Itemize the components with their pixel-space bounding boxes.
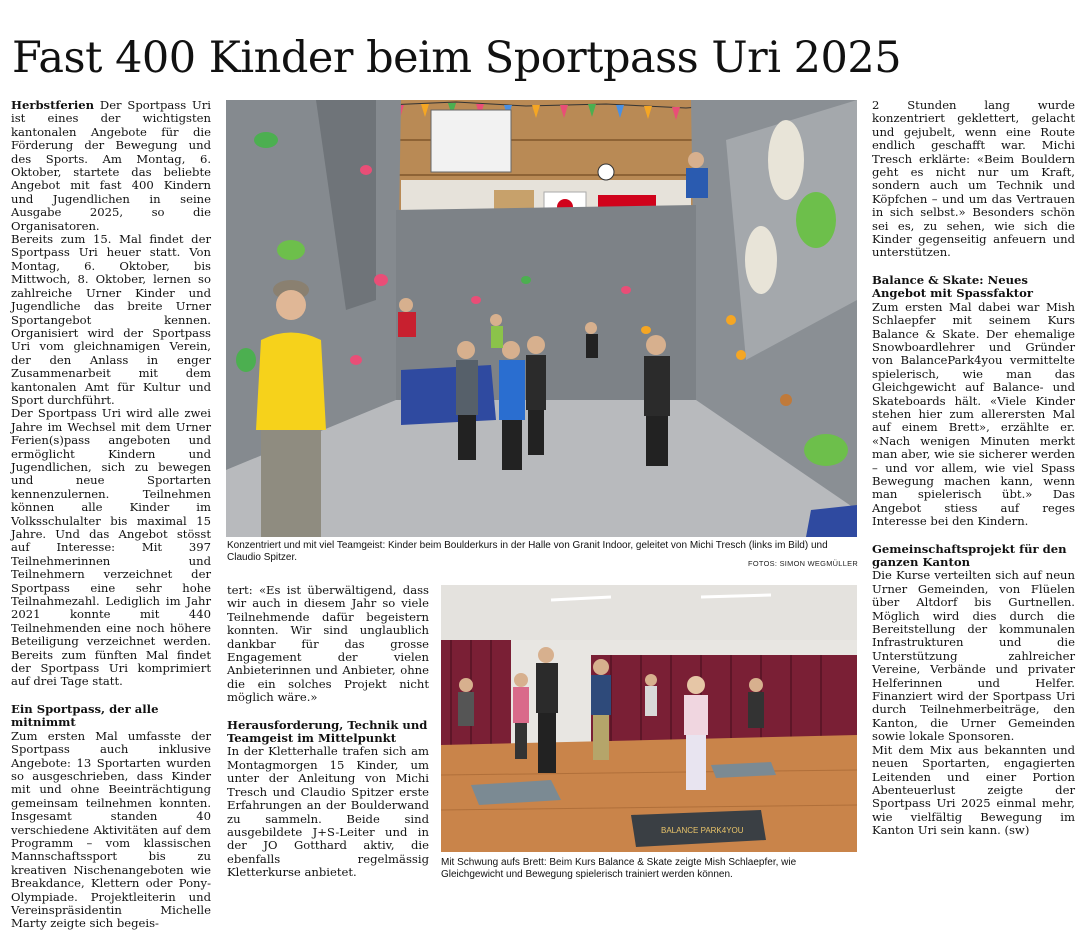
headline: Fast 400 Kinder beim Sportpass Uri 2025 [12,33,902,83]
photo2-caption: Mit Schwung aufs Brett: Beim Kurs Balance & Skate zeigte Mish Schlaepfer, wie Gleichgewicht und Bewegung spielerisch trainiert werden können. [441,857,797,881]
photo-credit: FOTOS: SIMON WEGMÜLLER [748,559,858,568]
subheading: Balance & Skate: Neues Angebot mit Spassfaktor [872,272,1033,301]
mat-label: BALANCE PARK4YOU [661,826,744,835]
paragraph: Der Sportpass Uri wird alle zwei Jahre im Wechsel mit dem Urner Ferien(s)pass angeboten und ermöglicht Kindern und Jugendlichen, sich zu bewegen und neue Sportarten kennenzulernen. Teilnehmen können alle Kinder im Volksschulalter bis maximal 15 Jahre. Und das Angebot stösst auf Interesse: Mit 397 Teilnehmerinnen und Teilnehmern verzeichnet der Sportpass eine sehr hohe Teilnahmezahl. Lediglich im Jahr 2021 konnte mit 440 Teilnehmenden eine noch höhere Beteiligung verzeichnet werden. Bereits zum fünften Mal findet der Sportpass Uri komprimiert auf drei Tage statt. [11,406,211,689]
subheading: Ein Sportpass, der alle mitnimmt [11,701,159,730]
paragraph: Die Kurse verteilten sich auf neun Urner Gemeinden, von Flüelen über Altdorf bis Gurtnellen. Möglich wird dies durch die Bereitstellung der kommunalen Infrastrukturen und die Unterstützung zahlreicher Vereine, Verbände und privater Helferinnen und Helfer. Finanziert wird der Sportpass Uri durch Teilnehmerbeiträge, den Kanton, die Urner Gemeinden sowie lokale Sponsoren. [872,568,1075,744]
photo1-caption: Konzentriert und mit viel Teamgeist: Kinder beim Boulderkurs in der Halle von Granit Indoor, geleitet von Michi Tresch (links im Bild) und Claudio Spitzer. [227,540,828,564]
subheading: Gemeinschaftsprojekt für den ganzen Kanton [872,541,1067,569]
paragraph: Zum ersten Mal dabei war Mish Schlaepfer mit seinem Kurs Balance & Skate. Der ehemalige Snowboardlehrer und Gründer von BalancePark4you vermittelte spielerisch, wie man das Gleichgewicht auf Balance- und Skateboards hält. «Viele Kinder stehen hier zum allerersten Mal auf einem Brett», erzählte er. «Nach wenigen Minuten merkt man aber, wie sie sicherer werden – und vor allem, wie viel Spass Bewegung machen kann, wenn man spielerisch übt.» Das Angebot stiess auf reges Interesse bei den Kindern. [872,299,1075,529]
photo-bouldering-hall [226,100,857,537]
paragraph: 2 Stunden lang wurde konzentriert geklettert, gelacht und gejubelt, wenn eine Route endlich geschafft war. Michi Tresch erklärte: «Beim Bouldern geht es nicht nur um Kraft, sondern auch um Technik und Köpfchen – und um das Vertrauen in sich selbst.» Besonders schön sei es, zu sehen, wie sich die Kinder gegenseitig anfeuern und unterstützen. [872,98,1075,260]
paragraph: tert: «Es ist überwältigend, dass wir auch in diesem Jahr so viele Teilnehmende dafür begeistern konnten. Wir sind unglaublich dankbar für das grosse Engagement der vielen Anbieterinnen und Anbieter, ohne die ein solches Projekt nicht möglich wäre.» [227,583,429,705]
paragraph: Bereits zum 15. Mal findet der Sportpass Uri heuer statt. Von Montag, 6. Oktober, bis Mittwoch, 8. Oktober, lernen so zahlreiche Urner Kinder und Jugendliche das breite Urner Sportangebot kennen. Organisiert wird der Sportpass Uri vom gleichnamigen Verein, der den Anlass in enger Zusammenarbeit mit dem kantonalen Amt für Kultur und Sport durchführt. [11,232,211,407]
subheading: Herausforderung, Technik und Teamgeist im Mittelpunkt [227,717,428,746]
paragraph: Zum ersten Mal umfasste der Sportpass auch inklusive Angebote: 13 Sportarten wurden so ausgeschrieben, dass Kinder mit und ohne Beeinträchtigung gemeinsam teilnehmen konnten. Insgesamt standen 40 verschiedene Aktivitäten auf dem Programm – vom klassischen Mannschaftssport bis zu kreativen Nischenangeboten wie Breakdance, Klettern oder Pony-Olympiade. Projektleiterin und Vereinspräsidentin Michelle Marty zeigte sich begeis- [11,728,211,931]
column-4 [872,99,1075,838]
column-2 [227,584,429,880]
photo-balance-skate [441,585,857,852]
column-1 [11,99,211,931]
intro-paragraph: Herbstferien Der Sportpass Uri ist eines der wichtigsten kantonalen Angebote für die Förderung der Bewegung und des Sports. Am Montag, 6. Oktober, startete das beliebte Angebot mit fast 400 Kindern und Jugendlichen in seine Ausgabe 2025, so die Organisatoren. [11,98,211,233]
paragraph: Mit dem Mix aus bekannten und neuen Sportarten, engagierten Leitenden und einer Portion Abenteuerlust zeigte der Sportpass Uri 2025 einmal mehr, wie vielfältig Bewegung im Kanton Uri sein kann. (sw) [872,742,1075,838]
paragraph: In der Kletterhalle trafen sich am Montagmorgen 15 Kinder, um unter der Anleitung von Michi Tresch und Claudio Spitzer erste Erfahrungen an der Boulderwand zu sammeln. Beide sind ausgebildete J+S-Leiter und in der JO Gotthard aktiv, die ebenfalls regelmässig Kletterkurse anbietet. [227,744,429,880]
